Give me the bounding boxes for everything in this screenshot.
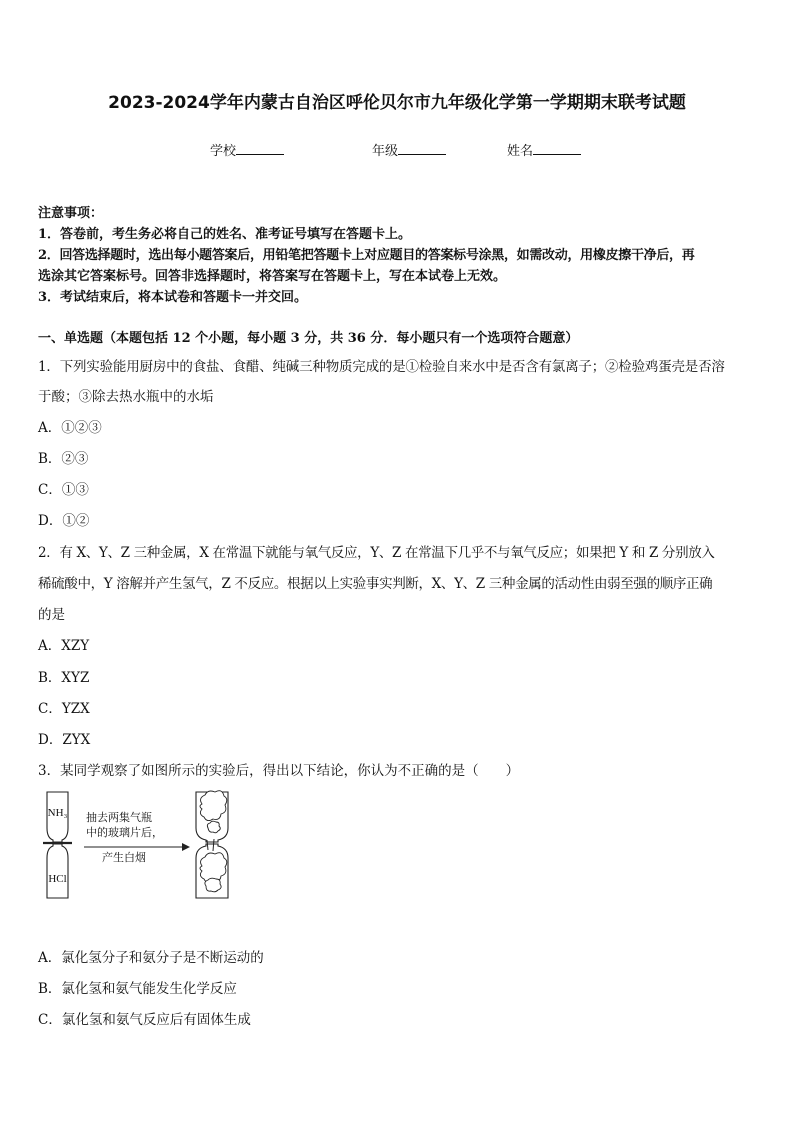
q1-option-c: C．①③ — [38, 482, 89, 498]
grade-label: 年级 — [372, 144, 399, 159]
q2-option-c: C．YZX — [38, 701, 90, 717]
q3-option-a: A．氯化氢分子和氨分子是不断运动的 — [38, 950, 264, 966]
notes-heading: 注意事项： — [38, 206, 104, 221]
q1-stem-line1: 1．下列实验能用厨房中的食盐、食醋、纯碱三种物质完成的是①检验自来水中是否含有氯离子；②检验鸡蛋壳是否溶 — [38, 359, 725, 375]
hcl-label: HCl — [48, 873, 67, 885]
q1-stem-line2: 于酸；③除去热水瓶中的水垢 — [38, 389, 214, 405]
name-blank — [533, 142, 581, 155]
q2-option-b: B．XYZ — [38, 670, 90, 686]
grade-blank — [398, 142, 446, 155]
q3-option-b: B．氯化氢和氨气能发生化学反应 — [38, 981, 237, 997]
arrow-head — [182, 843, 190, 851]
note-item: 1．答卷前，考生务必将自己的姓名、准考证号填写在答题卡上。 — [38, 227, 412, 242]
gas-diffusion-diagram — [38, 784, 248, 908]
note-item: 2．回答选择题时，选出每小题答案后，用铅笔把答题卡上对应题目的答案标号涂黑，如需改动，用橡皮擦干净后，再 — [38, 248, 695, 263]
note-item: 3．考试结束后，将本试卷和答题卡一并交回。 — [38, 290, 308, 305]
grade-field — [372, 140, 446, 159]
q1-option-d: D．①② — [38, 513, 90, 529]
arrow-text-3: 产生白烟 — [102, 851, 146, 864]
smoke-wisp — [213, 839, 214, 851]
school-blank — [236, 142, 284, 155]
q1-option-b: B．②③ — [38, 451, 89, 467]
q2-stem-line2: 稀硫酸中，Y 溶解并产生氢气，Z 不反应。根据以上实验事实判断，X、Y、Z 三种金属的活动性由弱至强的顺序正确 — [38, 576, 713, 592]
school-field — [210, 140, 284, 159]
nh3-label: NH₃ — [47, 807, 68, 819]
section-heading: 一、单选题（本题包括 12 个小题，每小题 3 分，共 36 分．每小题只有一个选项符合题意） — [38, 331, 579, 346]
q2-stem-line3: 的是 — [38, 607, 65, 623]
q1-option-a: A．①②③ — [38, 420, 102, 436]
q3-option-c: C．氯化氢和氨气反应后有固体生成 — [38, 1012, 251, 1028]
note-item: 选涂其它答案标号。回答非选择题时，将答案写在答题卡上，写在本试卷上无效。 — [38, 269, 507, 284]
q3-stem: 3．某同学观察了如图所示的实验后，得出以下结论，你认为不正确的是（ ） — [38, 763, 520, 779]
page-title: 2023-2024学年内蒙古自治区呼伦贝尔市九年级化学第一学期期末联考试题 — [108, 93, 686, 113]
notes-block — [38, 203, 758, 308]
q2-option-a: A．XZY — [38, 638, 90, 654]
q2-option-d: D．ZYX — [38, 732, 91, 748]
q2-stem-line1: 2．有 X、Y、Z 三种金属，X 在常温下就能与氧气反应，Y、Z 在常温下几乎不与氧气反应；如果把 Y 和 Z 分别放入 — [38, 545, 715, 561]
school-label: 学校 — [210, 144, 237, 159]
arrow-text-2: 中的玻璃片后， — [86, 826, 163, 839]
arrow-text-1: 抽去两集气瓶 — [86, 811, 152, 824]
name-field — [507, 140, 581, 159]
name-label: 姓名 — [507, 144, 534, 159]
